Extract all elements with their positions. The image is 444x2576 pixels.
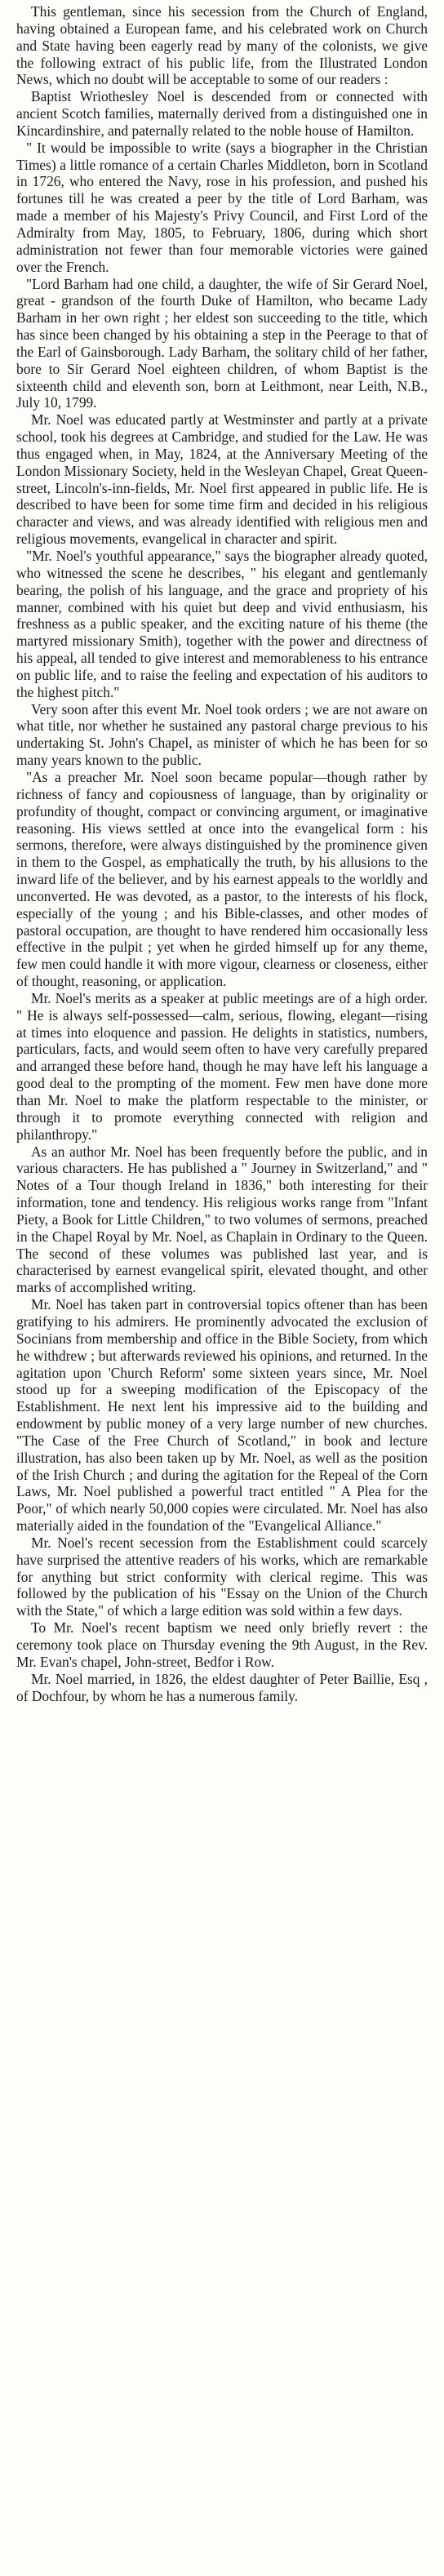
author-paragraph: As an author Mr. Noel has been frequently before the public, and in various characters. He has published a " Journey in Switzerland," and " Notes of a Tour though Ireland in 1836," both interesting for their information, tone and tendency. His religious works range from "Infant Piety, a Book for Little Children," to two volumes of sermons, preached in the Chapel Royal by Mr. Noel, as Chaplain in Ordinary to the Queen. The second of these volumes was published last year, and is characterised by earnest evangelical spirit, elevated thought, and other marks of accomplished writing. — [16, 1143, 428, 1296]
preacher-quote: "As a preacher Mr. Noel soon became popular—though rather by richness of fancy and copiousness of language, than by originality or profundity of thought, compact or convincing argument, or imaginative reasoning. His views settled at once into the evangelical form : his sermons, therefore, were always distinguished by the prominence given in them to the Gospel, as emphatically the truth, by his allusions to the inward life of the believer, and by his earnest appeals to the worldly and unconverted. He was devoted, as a pastor, to the interests of his flock, especially of the young ; and his Bible-classes, and other modes of pastoral occupation, are thought to have rendered him occasionally less effective in the pulpit ; yet when he girded himself up for any theme, few men could handle it with more vigour, clearness or closeness, either of thought, reasoning, or application. — [16, 768, 428, 990]
ancestry-paragraph: Baptist Wriothesley Noel is descended from or connected with ancient Scotch families, maternally derived from a distinguished one in Kincardinshire, and paternally related to the noble house of Hamilton. — [16, 88, 428, 139]
controversy-paragraph: Mr. Noel has taken part in controversial topics oftener than has been gratifying to his admirers. He prominently advocated the exclusion of Socinians from membership and office in the Bible Society, from which he withdrew ; but afterwards reviewed his opinions, and returned. In the agitation upon 'Church Reform' some sixteen years since, Mr. Noel stood up for a sweeping modification of the Episcopacy of the Establishment. He next lent his impressive aid to the building and endowment by public money of a very large number of new churches. "The Case of the Free Church of Scotland," in book and lecture illustration, has also been taken up by Mr. Noel, as well as the position of the Irish Church ; and during the agitation for the Repeal of the Corn Laws, Mr. Noel published a powerful tract entitled " A Plea for the Poor," of which nearly 50,000 copies were circulated. Mr. Noel has also materially aided in the foundation of the "Evangelical Alliance." — [16, 1296, 428, 1534]
youthful-appearance-quote: "Mr. Noel's youthful appearance," says the biographer already quoted, who witnessed the scene he describes, " his elegant and gentlemanly bearing, the polish of his language, and the grace and propriety of his manner, combined with his quiet but deep and vivid enthusiasm, his freshness as a public speaker, and the exciting nature of his theme (the martyred missionary Smith), together with the power and directness of his appeal, all tended to give interest and memorableness to his entrance on public life, and to raise the feeling and expectation of his auditors to the highest pitch." — [16, 548, 428, 700]
marriage-paragraph: Mr. Noel married, in 1826, the eldest daughter of Peter Baillie, Esq , of Dochfour, by whom he has a numerous family. — [16, 1670, 428, 1704]
orders-paragraph: Very soon after this event Mr. Noel took orders ; we are not aware on what title, nor whether he sustained any pastoral charge previous to his undertaking St. John's Chapel, as minister of which he has been for so many years known to the public. — [16, 700, 428, 769]
biographer-quote-barham: "Lord Barham had one child, a daughter, the wife of Sir Gerard Noel, great - grandson of the fourth Duke of Hamilton, who became Lady Barham in her own right ; her eldest son succeeding to the title, which has since been changed by his obtaining a step in the Peerage to that of the Earl of Gainsborough. Lady Barham, the solitary child of her father, bore to Sir Gerard Noel eighteen children, of whom Baptist is the sixteenth child and eleventh son, born at Leithmont, near Leith, N.B., July 10, 1799. — [16, 275, 428, 411]
baptism-paragraph: To Mr. Noel's recent baptism we need only briefly revert : the ceremony took place on Thursday evening the 9th August, in the Rev. Mr. Evan's chapel, John-street, Bedfor i Row. — [16, 1619, 428, 1670]
speaker-paragraph: Mr. Noel's merits as a speaker at public meetings are of a high order. " He is always self-possessed—calm, serious, flowing, elegant—rising at times into eloquence and passion. He delights in statistics, numbers, particulars, facts, and would seem often to have very carefully prepared and arranged these before hand, though he may have left his language a good deal to the prompting of the moment. Few men have done more than Mr. Noel to make the platform respectable to the minister, or through it to promote everything connected with religion and philanthropy." — [16, 989, 428, 1143]
secession-paragraph: Mr. Noel's recent secession from the Establishment could scarcely have surprised the attentive readers of his works, which are remarkable for anything but strict conformity with clerical regime. This was followed by the publication of his "Essay on the Union of the Church with the State," of which a large edition was sold within a few days. — [16, 1534, 428, 1619]
biographer-quote-middleton: " It would be impossible to write (says a biographer in the Christian Times) a little romance of a certain Charles Middleton, born in Scotland in 1726, who entered the Navy, rose in his profession, and pushed his fortunes till he was created a peer by the title of Lord Barham, was made a member of his Majesty's Privy Council, and First Lord of the Admiralty from May, 1805, to February, 1806, during which short administration not fewer than four memorable victories were gained over the French. — [16, 139, 428, 275]
intro-paragraph: This gentleman, since his secession from the Church of England, having obtained a European fame, and his celebrated work on Church and State having been eagerly read by many of the colonists, we give the following extract of his public life, from the Illustrated London News, which no doubt will be acceptable to some of our readers : — [16, 3, 428, 88]
education-paragraph: Mr. Noel was educated partly at Westminster and partly at a private school, took his degrees at Cambridge, and studied for the Law. He was thus engaged when, in May, 1824, at the Anniversary Meeting of the London Missionary Society, held in the Wesleyan Chapel, Great Queen-street, Lincoln's-inn-fields, Mr. Noel first appeared in public life. He is described to have been for some time firm and decided in his religious character and views, and was already identified with religious men and religious movements, evangelical in character and spirit. — [16, 411, 428, 548]
